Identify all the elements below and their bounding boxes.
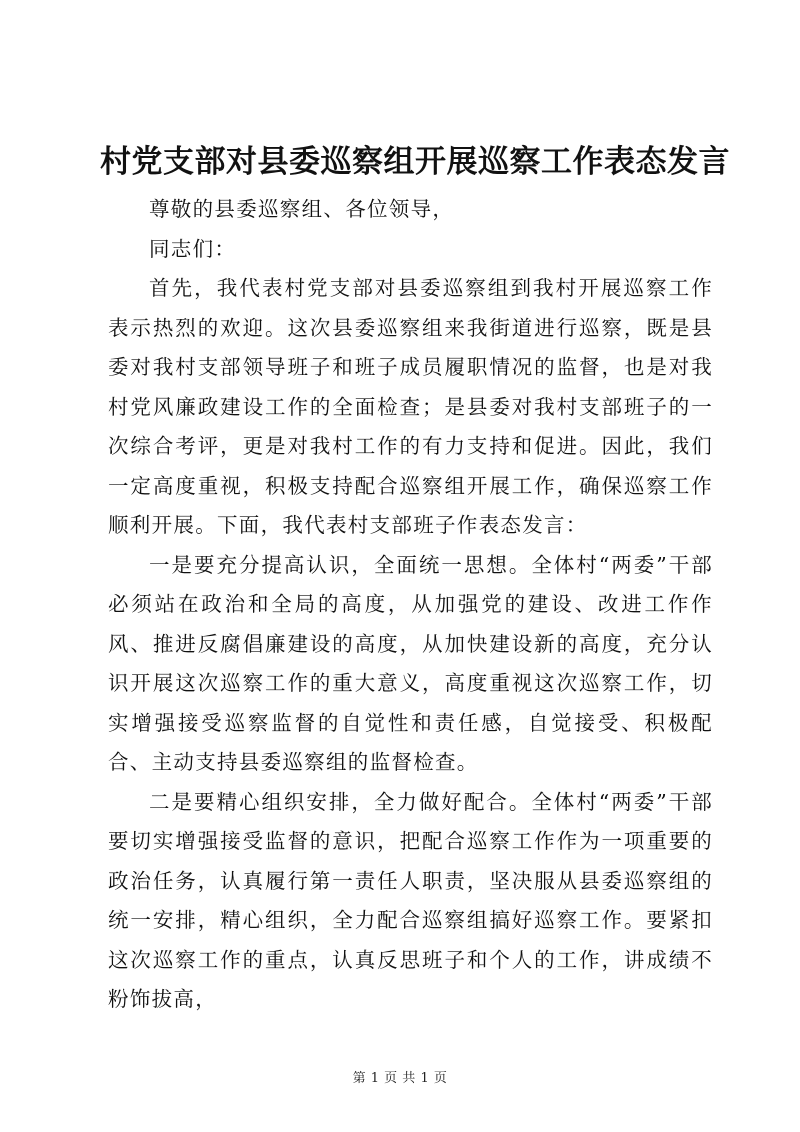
document-title: 村党支部对县委巡察组开展巡察工作表态发言 [100,144,730,180]
salutation-paragraph: 同志们： [149,236,237,261]
body-paragraph: 一是要充分提高认识，全面统一思想。全体村“两委”干部必须站在政治和全局的高度，从加强党的建设、改进工作作风、推进反腐倡廉建设的高度，从加快建设新的高度，充分认识开展这次巡察工作的重大意义，高度重视这次巡察工作，切实增强接受巡察监督的自觉性和责任感，自觉接受、积极配合、主动支持县委巡察组的监督检查。 [108,552,713,774]
salutation-paragraph: 尊敬的县委巡察组、各位领导， [149,197,455,221]
body-paragraph: 首先，我代表村党支部对县委巡察组到我村开展巡察工作表示热烈的欢迎。这次县委巡察组来我街道进行巡察，既是县委对我村支部领导班子和班子成员履职情况的监督，也是对我村党风廉政建设工作的全面检查；是县委对我村支部班子的一次综合考评，更是对我村工作的有力支持和促进。因此，我们一定高度重视，积极支持配合巡察组开展工作，确保巡察工作顺利开展。下面，我代表村支部班子作表态发言： [108,276,713,537]
page-footer: 第 1 页 共 1 页 [352,1071,448,1086]
document-body [108,190,713,1020]
body-paragraph: 二是要精心组织安排，全力做好配合。全体村“两委”干部要切实增强接受监督的意识，把配合巡察工作作为一项重要的政治任务，认真履行第一责任人职责，坚决服从县委巡察组的统一安排，精心组织，全力配合巡察组搞好巡察工作。要紧扣这次巡察工作的重点，认真反思班子和个人的工作，讲成绩不粉饰拔高， [108,789,713,1011]
